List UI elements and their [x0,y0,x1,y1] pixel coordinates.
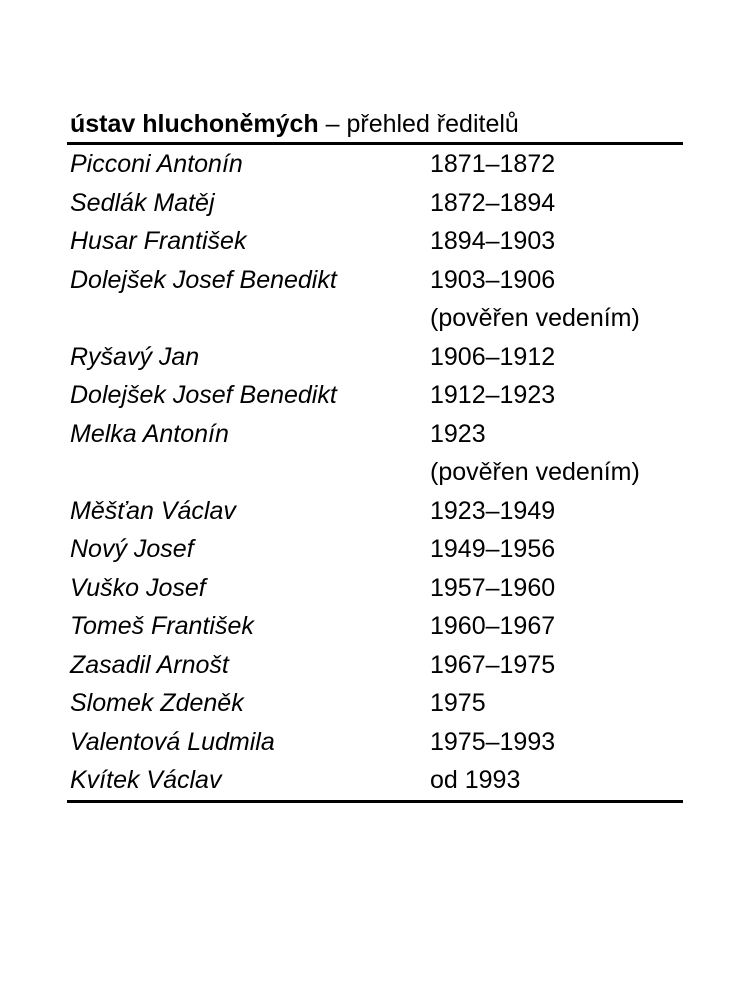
tenure-years: 1960–1967 [430,612,556,640]
director-name: Nový Josef [70,535,194,563]
tenure-cell [430,222,683,261]
tenure-years: 1903–1906 [430,265,556,294]
tenure-years: 1975 [430,689,486,717]
table-row [67,145,683,184]
table-heading [67,108,683,140]
tenure-years: 1967–1975 [430,650,556,679]
director-name: Vuško Josef [70,573,206,602]
tenure-years: 1923–1949 [430,496,556,525]
director-name: Dolejšek Josef Benedikt [70,381,337,409]
tenure-cell [430,338,683,377]
table-row [67,222,683,261]
table-row [67,261,683,338]
tenure-cell [430,415,683,492]
director-name: Melka Antonín [70,419,229,448]
director-name: Ryšavý Jan [70,342,200,371]
tenure-note: (pověřen vedením) [430,458,640,486]
tenure-cell [430,261,683,338]
director-name: Sedlák Matěj [70,188,215,217]
director-name: Dolejšek Josef Benedikt [70,265,337,294]
table-row [67,723,683,762]
tenure-cell [430,646,683,685]
tenure-cell [430,761,683,800]
director-name: Valentová Ludmila [70,727,275,756]
tenure-cell [430,723,683,762]
tenure-years: 1923 [430,419,486,448]
director-name: Husar František [70,227,247,255]
tenure-years: 1894–1903 [430,227,556,255]
bottom-rule [67,800,683,803]
tenure-cell [430,569,683,608]
table-row [67,646,683,685]
table-row [67,376,683,415]
tenure-cell [430,492,683,531]
tenure-years: 1871–1872 [430,150,556,178]
tenure-cell [430,607,683,646]
table-row [67,569,683,608]
director-name: Slomek Zdeněk [70,689,244,717]
table-row [67,530,683,569]
tenure-years: 1975–1993 [430,727,556,756]
tenure-cell [430,184,683,223]
tenure-cell [430,530,683,569]
table-row [67,338,683,377]
tenure-years: od 1993 [430,766,521,794]
directors-table [67,108,683,803]
director-name: Tomeš František [70,612,254,640]
table-row [67,761,683,800]
heading-title: ústav hluchoněmých [70,110,319,138]
tenure-cell [430,376,683,415]
table-row [67,492,683,531]
tenure-years: 1872–1894 [430,188,556,217]
director-name: Zasadil Arnošt [70,650,229,679]
director-name: Picconi Antonín [70,150,243,178]
director-name: Kvítek Václav [70,766,222,794]
heading-subtitle: – přehled ředitelů [318,110,519,138]
table-row [67,415,683,492]
tenure-years: 1906–1912 [430,342,556,371]
tenure-note: (pověřen vedením) [430,304,640,332]
table-row [67,684,683,723]
tenure-cell [430,145,683,184]
tenure-years: 1949–1956 [430,535,556,563]
table-row [67,184,683,223]
tenure-years: 1912–1923 [430,381,556,409]
table-row [67,607,683,646]
table-body [67,145,683,800]
director-name: Měšťan Václav [70,496,236,525]
tenure-years: 1957–1960 [430,573,556,602]
tenure-cell [430,684,683,723]
